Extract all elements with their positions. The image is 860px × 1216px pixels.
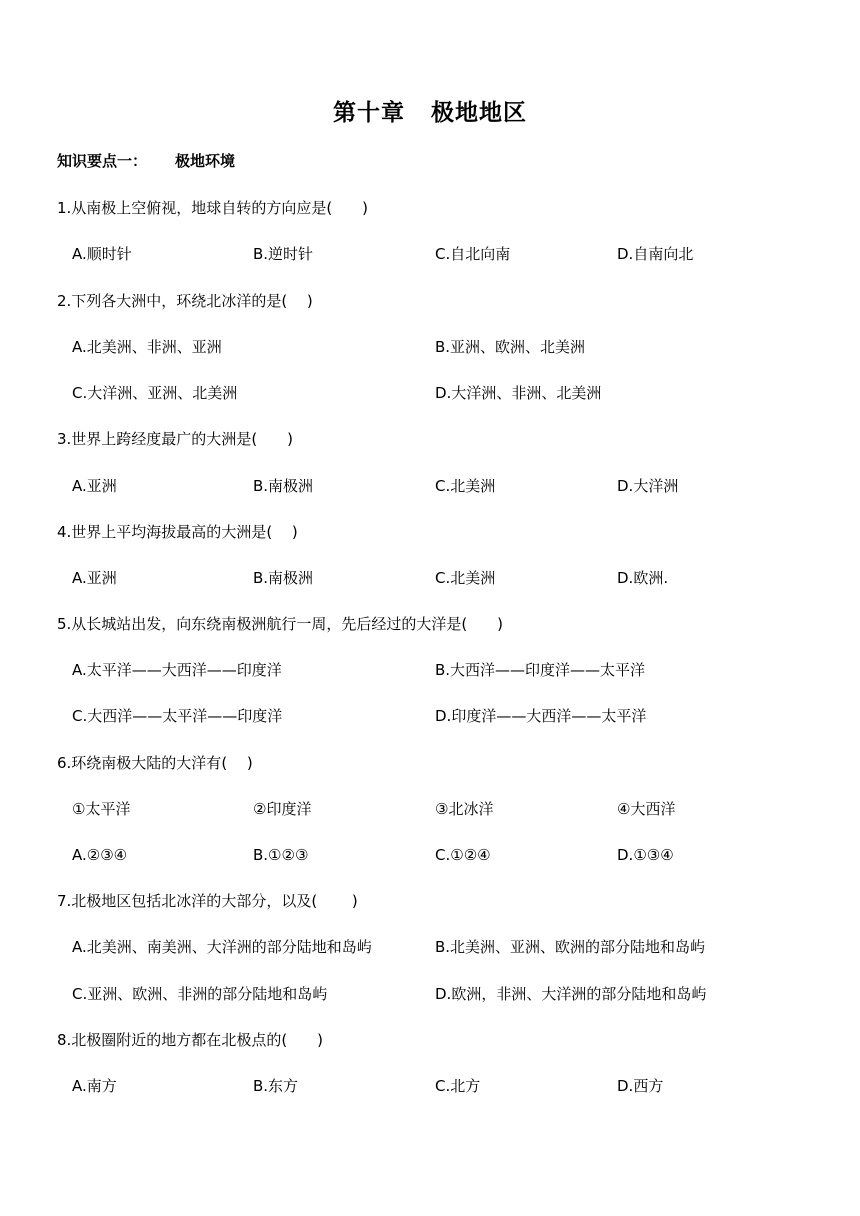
question-4: [0, 520, 860, 544]
question-text: 8.北极圈附近的地方都在北极点的( ): [57, 1031, 324, 1049]
item-3: ③北冰洋: [435, 800, 494, 818]
option-b: B.南极洲: [253, 569, 314, 587]
option-d: D.欧洲，非洲、大洋洲的部分陆地和岛屿: [435, 985, 707, 1003]
question-3: [0, 427, 860, 451]
question-text: 5.从长城站出发，向东绕南极洲航行一周，先后经过的大洋是( ): [57, 615, 504, 633]
section-label: 知识要点一：: [57, 152, 148, 170]
option-d: D.西方: [617, 1077, 664, 1095]
option-b: B.南极洲: [253, 477, 314, 495]
question-6: [0, 751, 860, 775]
option-c: C.北美洲: [435, 477, 496, 495]
question-8-options: [0, 1074, 860, 1098]
chapter-number: 第十章: [333, 100, 405, 126]
option-b: B.亚洲、欧洲、北美洲: [435, 338, 586, 356]
option-b: B.东方: [253, 1077, 299, 1095]
option-c: C.北方: [435, 1077, 481, 1095]
page-title: [0, 94, 860, 127]
question-6-items: [0, 797, 860, 821]
question-5-options-row-2: [0, 704, 860, 728]
option-b: B.大西洋——印度洋——太平洋: [435, 661, 646, 679]
question-2-options-row-2: [0, 381, 860, 405]
option-d: D.印度洋——大西洋——太平洋: [435, 707, 647, 725]
option-c: C.大西洋——太平洋——印度洋: [72, 707, 283, 725]
option-c: C.大洋洲、亚洲、北美洲: [72, 384, 238, 402]
item-1: ①太平洋: [72, 800, 131, 818]
option-a: A.北美洲、南美洲、大洋洲的部分陆地和岛屿: [72, 938, 372, 956]
option-a: A.太平洋——大西洋——印度洋: [72, 661, 282, 679]
question-7-options-row-1: [0, 935, 860, 959]
option-a: A.亚洲: [72, 477, 117, 495]
chapter-name: 极地地区: [431, 100, 527, 126]
option-c: C.自北向南: [435, 245, 511, 263]
section-name: 极地环境: [175, 152, 236, 170]
question-text: 3.世界上跨经度最广的大洲是( ): [57, 430, 294, 448]
question-text: 4.世界上平均海拔最高的大洲是( ): [57, 523, 298, 541]
question-6-options: [0, 843, 860, 867]
option-b: B.①②③: [253, 846, 309, 864]
option-b: B.北美洲、亚洲、欧洲的部分陆地和岛屿: [435, 938, 706, 956]
question-2-options-row-1: [0, 335, 860, 359]
question-text: 7.北极地区包括北冰洋的大部分，以及( ): [57, 892, 358, 910]
option-a: A.北美洲、非洲、亚洲: [72, 338, 222, 356]
question-5: [0, 612, 860, 636]
question-4-options: [0, 566, 860, 590]
item-4: ④大西洋: [617, 800, 676, 818]
question-7: [0, 889, 860, 913]
option-d: D.欧洲.: [617, 569, 669, 587]
option-d: D.大洋洲: [617, 477, 679, 495]
option-d: D.自南向北: [617, 245, 694, 263]
option-c: C.①②④: [435, 846, 491, 864]
section-heading: [57, 150, 235, 171]
question-1: [0, 196, 860, 220]
question-7-options-row-2: [0, 982, 860, 1006]
option-d: D.①③④: [617, 846, 674, 864]
option-c: C.北美洲: [435, 569, 496, 587]
question-text: 2.下列各大洲中，环绕北冰洋的是( ): [57, 292, 313, 310]
question-3-options: [0, 474, 860, 498]
question-8: [0, 1028, 860, 1052]
question-2: [0, 289, 860, 313]
question-5-options-row-1: [0, 658, 860, 682]
question-text: 1.从南极上空俯视，地球自转的方向应是( ): [57, 199, 369, 217]
option-a: A.②③④: [72, 846, 128, 864]
option-a: A.南方: [72, 1077, 117, 1095]
question-text: 6.环绕南极大陆的大洋有( ): [57, 754, 253, 772]
option-a: A.亚洲: [72, 569, 117, 587]
option-b: B.逆时针: [253, 245, 314, 263]
item-2: ②印度洋: [253, 800, 312, 818]
question-1-options: [0, 242, 860, 266]
option-d: D.大洋洲、非洲、北美洲: [435, 384, 602, 402]
option-a: A.顺时针: [72, 245, 132, 263]
option-c: C.亚洲、欧洲、非洲的部分陆地和岛屿: [72, 985, 328, 1003]
